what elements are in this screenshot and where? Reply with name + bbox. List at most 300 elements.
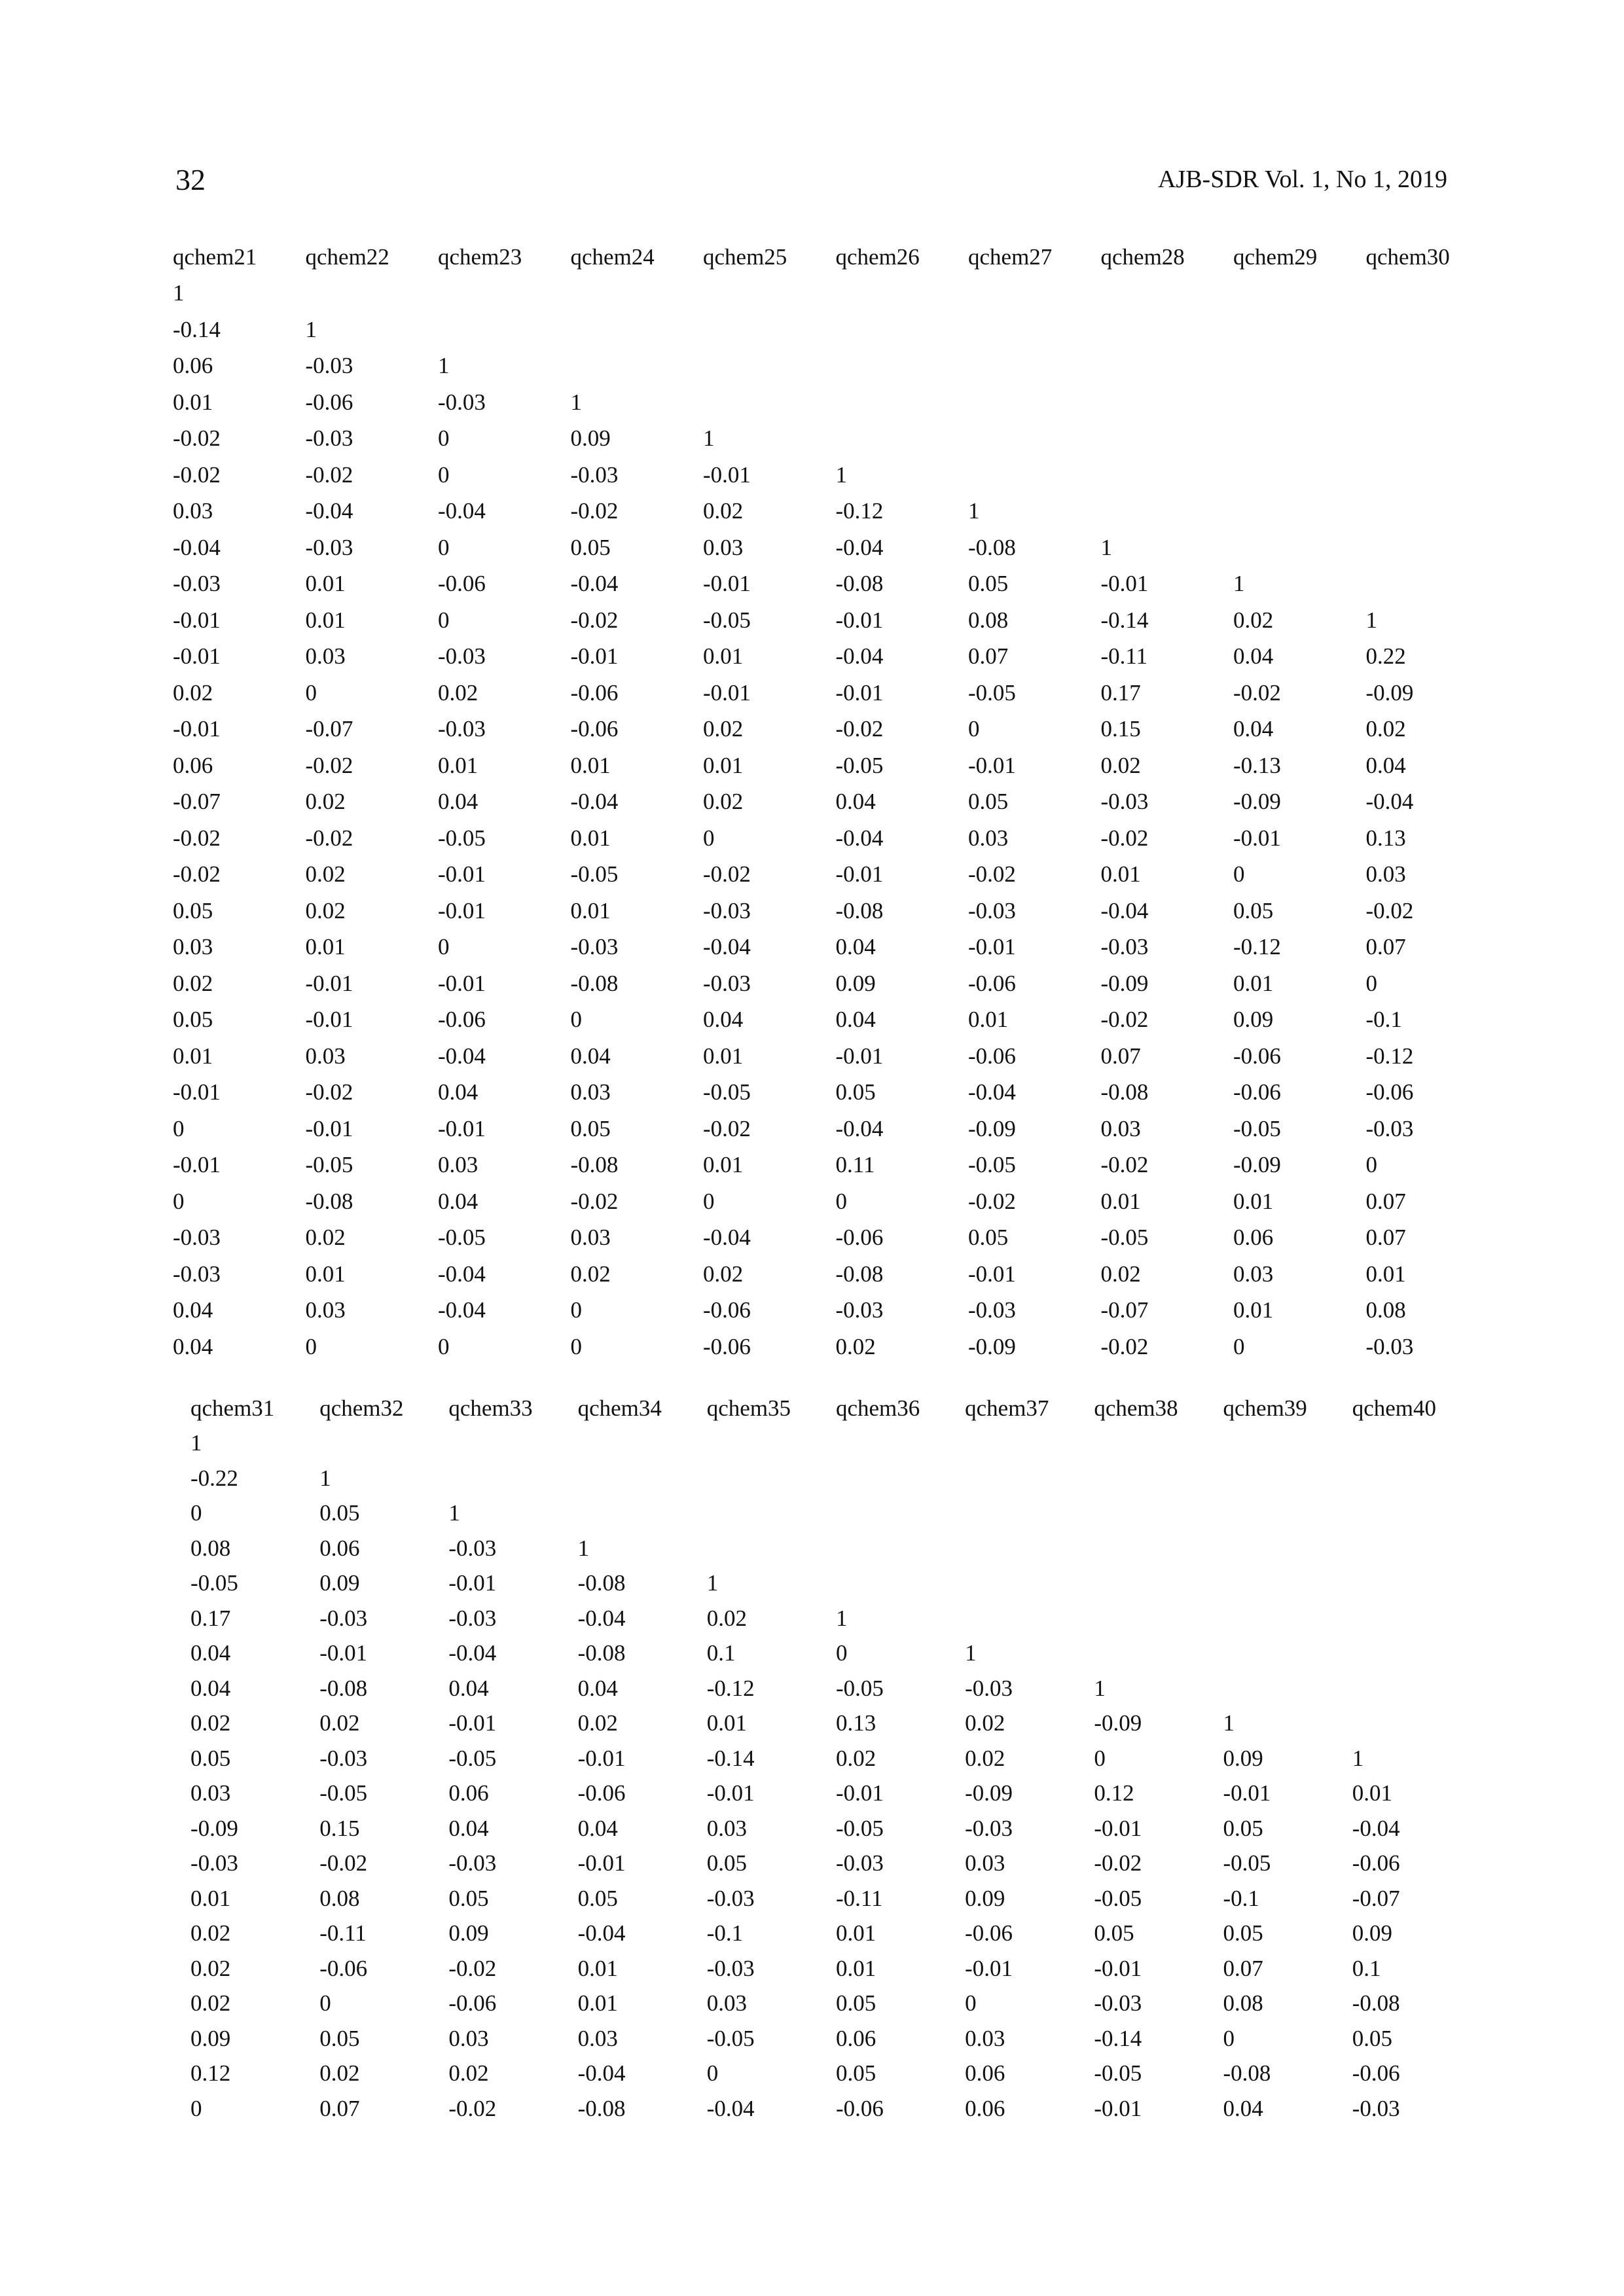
table-row — [173, 929, 1498, 966]
table-cell: -0.01 — [305, 970, 353, 996]
table-cell: -0.11 — [835, 1885, 883, 1911]
table-cell — [707, 1426, 836, 1462]
table-cell: 0.01 — [1233, 970, 1274, 996]
table-cell: 0.02 — [190, 1955, 231, 1981]
table-row — [190, 1426, 1481, 1462]
table-cell: -0.09 — [968, 1333, 1016, 1359]
table-cell: 0.09 — [1223, 1745, 1263, 1771]
table-cell: -0.04 — [1100, 897, 1149, 924]
table-cell: -0.03 — [703, 970, 751, 996]
table-cell: -0.05 — [835, 1815, 884, 1841]
table-cell: -0.05 — [1233, 1115, 1281, 1141]
table-cell: 0.01 — [703, 1152, 744, 1178]
table-row — [173, 675, 1498, 711]
table-row — [190, 1636, 1481, 1672]
table-cell: -0.1 — [706, 1920, 744, 1946]
table-cell: -0.03 — [305, 353, 353, 379]
table-cell: 0.07 — [1365, 1225, 1406, 1251]
table-cell — [319, 1426, 448, 1462]
table-cell: -0.03 — [835, 1297, 884, 1323]
table-cell: -0.02 — [305, 752, 353, 778]
table-cell — [448, 1426, 577, 1462]
table-cell: 0.05 — [968, 571, 1009, 597]
table-cell: 0 — [190, 1500, 202, 1526]
table-cell: -0.01 — [305, 1115, 353, 1141]
table-cell — [836, 1531, 965, 1566]
table-cell: 0.01 — [173, 389, 213, 415]
column-header: qchem36 — [835, 1395, 920, 1421]
table-cell — [965, 1531, 1094, 1566]
table-cell: -0.02 — [173, 425, 221, 452]
table-cell: 0.02 — [577, 1710, 618, 1736]
table-cell: -0.08 — [305, 1188, 353, 1214]
table-cell — [1223, 1566, 1352, 1602]
table-cell: -0.11 — [319, 1920, 367, 1946]
table-cell: 0.02 — [319, 2060, 360, 2087]
table-cell: -0.01 — [968, 1261, 1016, 1287]
table-cell: 0.17 — [190, 1605, 231, 1631]
table-cell — [968, 312, 1101, 348]
table-cell — [448, 1461, 577, 1496]
table-cell: -0.05 — [448, 1745, 497, 1771]
table-cell — [1101, 384, 1234, 421]
table-cell — [1223, 1636, 1352, 1672]
table-cell: -0.03 — [448, 1535, 497, 1561]
table-cell: 0.02 — [706, 1605, 747, 1631]
table-cell: -0.01 — [438, 970, 486, 996]
table-cell — [1366, 493, 1499, 530]
table-cell: 0.04 — [835, 934, 876, 960]
table-cell: 0.01 — [703, 643, 744, 670]
table-cell: -0.02 — [448, 1955, 497, 1981]
table-cell: -0.03 — [305, 534, 353, 560]
table-cell — [836, 348, 969, 385]
column-header: qchem32 — [319, 1395, 404, 1421]
table-row — [173, 893, 1498, 929]
table-cell: 0.17 — [1100, 679, 1141, 706]
table-cell: 0.03 — [173, 498, 213, 524]
table-cell: 0.03 — [1233, 1261, 1274, 1287]
table-cell: -0.03 — [190, 1850, 238, 1876]
table-cell: 0.09 — [448, 1920, 489, 1946]
table-cell: 0.04 — [835, 1007, 876, 1033]
table-cell: -0.04 — [577, 1920, 626, 1946]
table-cell: -0.02 — [305, 825, 353, 851]
table-cell — [968, 384, 1101, 421]
table-cell: -0.04 — [835, 825, 884, 851]
table-cell: 0 — [706, 2060, 719, 2087]
table-cell: -0.01 — [305, 1007, 353, 1033]
table-cell: 0.07 — [968, 643, 1009, 670]
table-cell: -0.04 — [438, 1297, 486, 1323]
table-cell: -0.03 — [319, 1745, 368, 1771]
table-cell: -0.14 — [173, 316, 221, 342]
table-row — [190, 2091, 1481, 2126]
table-cell: -0.01 — [448, 1710, 497, 1736]
table-row — [173, 784, 1498, 821]
table-cell: 0.06 — [173, 752, 213, 778]
table-cell: -0.03 — [570, 934, 619, 960]
table-cell: 1 — [706, 1570, 719, 1596]
table-cell: -0.04 — [1352, 1815, 1400, 1841]
table-cell: 0.01 — [968, 1007, 1009, 1033]
table-cell: 0.05 — [1233, 897, 1274, 924]
table-cell: -0.02 — [1233, 679, 1281, 706]
table-cell: -0.05 — [703, 607, 751, 633]
table-cell — [703, 384, 836, 421]
table-cell: 0.02 — [703, 498, 744, 524]
table-cell: -0.1 — [1223, 1885, 1259, 1911]
table-cell: 1 — [190, 1430, 202, 1456]
table-cell — [1352, 1461, 1481, 1496]
table-cell: -0.03 — [305, 425, 353, 452]
table-cell: 0.01 — [1100, 1188, 1141, 1214]
table-cell: 0.04 — [1223, 2095, 1263, 2121]
table-cell: -0.06 — [968, 1043, 1016, 1069]
table-cell — [1352, 1566, 1481, 1602]
table-cell — [1233, 312, 1366, 348]
table-cell — [578, 1496, 707, 1532]
table-cell: 0.01 — [570, 897, 611, 924]
table-cell: 0.03 — [173, 934, 213, 960]
table-cell: -0.02 — [1100, 1152, 1149, 1178]
table-cell: -0.09 — [190, 1815, 238, 1841]
table-cell: 1 — [968, 498, 980, 524]
table-cell: 0.02 — [190, 1920, 231, 1946]
column-header: qchem30 — [1365, 243, 1450, 270]
table-cell: 0.08 — [968, 607, 1009, 633]
table-cell — [578, 1426, 707, 1462]
table-cell: -0.03 — [965, 1675, 1013, 1701]
table-cell — [1094, 1601, 1223, 1636]
table-cell: -0.03 — [1100, 789, 1149, 815]
table-cell: 0 — [438, 607, 450, 633]
table-cell: -0.04 — [448, 1640, 497, 1666]
table-cell: 0.1 — [1352, 1955, 1381, 1981]
table-cell: -0.06 — [1365, 1079, 1414, 1105]
table-cell: 0.03 — [703, 534, 744, 560]
table-cell: 0.03 — [706, 1815, 747, 1841]
table-cell: 0.03 — [968, 825, 1009, 851]
table-cell: 0.02 — [190, 1990, 231, 2017]
table-row — [190, 1671, 1481, 1706]
table-cell: 1 — [173, 280, 185, 306]
table-cell — [1094, 1636, 1223, 1672]
table-cell: -0.04 — [173, 534, 221, 560]
table-cell — [1223, 1601, 1352, 1636]
table-row — [190, 1916, 1481, 1952]
table-cell: -0.03 — [438, 389, 486, 415]
table-cell: 0.02 — [703, 789, 744, 815]
table-cell: -0.03 — [703, 897, 751, 924]
table-cell: 0.13 — [1365, 825, 1406, 851]
table-cell: -0.06 — [968, 970, 1016, 996]
table-cell: 0.15 — [1100, 716, 1141, 742]
column-header: qchem40 — [1352, 1395, 1436, 1421]
table-cell: -0.01 — [1094, 1955, 1142, 1981]
table-cell: -0.22 — [190, 1465, 238, 1491]
table-cell: -0.02 — [173, 825, 221, 851]
table-cell: -0.02 — [570, 498, 619, 524]
table-cell: 1 — [703, 425, 715, 452]
column-header: qchem25 — [703, 243, 787, 270]
table-cell: -0.08 — [1352, 1990, 1400, 2017]
table-row — [190, 1601, 1481, 1636]
table-cell — [1101, 312, 1234, 348]
table-cell: -0.05 — [305, 1152, 353, 1178]
table-cell — [1233, 493, 1366, 530]
table-cell: 0.04 — [173, 1333, 213, 1359]
table-cell: -0.04 — [835, 534, 884, 560]
table-cell: -0.03 — [319, 1605, 368, 1631]
table-cell: 0.02 — [305, 897, 346, 924]
table-cell: 0.04 — [1233, 643, 1274, 670]
table-cell: -0.03 — [968, 897, 1016, 924]
table-cell — [836, 1566, 965, 1602]
table-cell — [578, 1461, 707, 1496]
table-cell: 0.03 — [706, 1990, 747, 2017]
table-cell: 0 — [968, 716, 980, 742]
table-cell: 0.05 — [835, 2060, 876, 2087]
table-cell: 0 — [438, 1333, 450, 1359]
table-cell: -0.05 — [835, 752, 884, 778]
table-cell: 1 — [965, 1640, 977, 1666]
journal-reference: AJB-SDR Vol. 1, No 1, 2019 — [1157, 166, 1447, 193]
table-cell: 0.08 — [1223, 1990, 1263, 2017]
table-cell: -0.08 — [577, 1570, 626, 1596]
table-cell: -0.09 — [965, 1780, 1013, 1806]
table-cell: 0.01 — [835, 1920, 876, 1946]
table-row — [173, 276, 1498, 312]
table-cell — [965, 1566, 1094, 1602]
table-cell: 0.04 — [570, 1043, 611, 1069]
table-cell: -0.06 — [703, 1333, 751, 1359]
table-cell: 0.05 — [570, 1115, 611, 1141]
table-cell: -0.11 — [1100, 643, 1148, 670]
table-cell: 0.03 — [305, 1043, 346, 1069]
table-cell: -0.06 — [1233, 1043, 1281, 1069]
table-row — [173, 639, 1498, 675]
column-header: qchem27 — [968, 243, 1053, 270]
table-cell: -0.02 — [968, 861, 1016, 888]
table-cell: -0.08 — [1223, 2060, 1271, 2087]
table-cell: 0.01 — [173, 1043, 213, 1069]
table-cell: 0.09 — [1233, 1007, 1274, 1033]
table-cell: -0.01 — [1094, 1815, 1142, 1841]
table-cell: 0.01 — [305, 1261, 346, 1287]
table-cell: -0.03 — [570, 461, 619, 488]
table-cell: 0 — [438, 425, 450, 452]
column-header: qchem34 — [577, 1395, 662, 1421]
table-cell: -0.08 — [835, 571, 884, 597]
table-cell: 1 — [1352, 1745, 1364, 1771]
table-row — [173, 747, 1498, 784]
table-cell: 0.05 — [173, 897, 213, 924]
table-cell: -0.01 — [173, 1152, 221, 1178]
table-cell: -0.01 — [1094, 2095, 1142, 2121]
table-cell: 1 — [319, 1465, 331, 1491]
table-cell: 0.12 — [190, 2060, 231, 2087]
table-cell: 0.01 — [706, 1710, 747, 1736]
table-cell: -0.04 — [305, 498, 353, 524]
table-cell: -0.02 — [305, 461, 353, 488]
table-row — [173, 1075, 1498, 1111]
table-cell: 0.06 — [835, 2025, 876, 2051]
page-number: 32 — [175, 163, 206, 196]
table-cell: 0.01 — [1100, 861, 1141, 888]
table-cell — [836, 312, 969, 348]
table-cell: -0.04 — [438, 498, 486, 524]
table-cell: -0.07 — [1352, 1885, 1400, 1911]
table-cell: 0.03 — [448, 2025, 489, 2051]
table-cell: 0.05 — [835, 1079, 876, 1105]
table-row — [173, 566, 1498, 603]
table-cell: -0.02 — [319, 1850, 368, 1876]
table-cell: -0.01 — [577, 1850, 626, 1876]
table-cell: -0.03 — [1352, 2095, 1400, 2121]
table-cell — [1352, 1636, 1481, 1672]
table-cell: -0.01 — [703, 679, 751, 706]
table-cell: -0.04 — [835, 1115, 884, 1141]
table-row — [173, 1256, 1498, 1293]
table-cell: -0.02 — [1365, 897, 1414, 924]
table-cell: 0.05 — [1352, 2025, 1392, 2051]
table-cell: 0.02 — [1365, 716, 1406, 742]
table-cell: -0.02 — [968, 1188, 1016, 1214]
table-cell: -0.04 — [438, 1043, 486, 1069]
table-cell: -0.03 — [173, 1225, 221, 1251]
table-cell: 0.1 — [706, 1640, 736, 1666]
table-cell: 0 — [965, 1990, 977, 2017]
table-cell: -0.01 — [319, 1640, 368, 1666]
table-cell: 0.05 — [706, 1850, 747, 1876]
table-cell: 0.03 — [570, 1079, 611, 1105]
table-row — [190, 1951, 1481, 1986]
table-cell: 0.02 — [703, 1261, 744, 1287]
table-cell: 0.01 — [438, 752, 478, 778]
table-cell: 0 — [703, 825, 715, 851]
table-row — [190, 1496, 1481, 1532]
table-cell: 0.04 — [577, 1815, 618, 1841]
table-cell — [968, 421, 1101, 457]
table-cell: -0.04 — [570, 789, 619, 815]
table-row — [190, 1776, 1481, 1812]
table-cell: -0.03 — [438, 716, 486, 742]
table-cell: -0.01 — [703, 461, 751, 488]
table-row — [173, 457, 1498, 493]
table-cell: 0.02 — [965, 1745, 1005, 1771]
table-cell: -0.04 — [703, 1225, 751, 1251]
table-cell: 0.08 — [1365, 1297, 1406, 1323]
table-cell: 0.03 — [1365, 861, 1406, 888]
table-cell: -0.02 — [1100, 1007, 1149, 1033]
table-cell: -0.05 — [190, 1570, 238, 1596]
table-cell: -0.01 — [570, 643, 619, 670]
table-cell — [1366, 276, 1499, 312]
column-header: qchem33 — [448, 1395, 533, 1421]
table-cell: 0 — [305, 679, 317, 706]
table-row — [173, 1293, 1498, 1329]
table-cell: 0.02 — [305, 861, 346, 888]
table-cell: -0.01 — [438, 897, 486, 924]
table-cell: 0.02 — [173, 679, 213, 706]
table-cell: 1 — [577, 1535, 590, 1561]
table-cell — [707, 1496, 836, 1532]
table-cell — [1352, 1531, 1481, 1566]
table-cell: -0.06 — [703, 1297, 751, 1323]
table-cell: -0.06 — [305, 389, 353, 415]
table-cell: -0.01 — [173, 716, 221, 742]
table-cell: -0.14 — [706, 1745, 755, 1771]
table-row — [190, 2021, 1481, 2056]
table-cell — [1101, 421, 1234, 457]
table-cell — [836, 1426, 965, 1462]
table-cell: 0.03 — [438, 1152, 478, 1178]
table-cell — [836, 1461, 965, 1496]
table-cell: 0.07 — [1223, 1955, 1263, 1981]
table-cell — [1366, 421, 1499, 457]
table-cell: 0.15 — [319, 1815, 360, 1841]
table-row — [190, 1566, 1481, 1602]
table-cell: -0.03 — [173, 1261, 221, 1287]
table-cell — [1101, 457, 1234, 493]
table-cell: 0.03 — [305, 1297, 346, 1323]
table-cell: 1 — [835, 1605, 848, 1631]
table-cell: 0 — [1094, 1745, 1106, 1771]
table-cell: -0.03 — [706, 1955, 755, 1981]
table-cell: -0.02 — [570, 1188, 619, 1214]
table-cell — [1223, 1531, 1352, 1566]
table-cell: 0.04 — [577, 1675, 618, 1701]
table-cell: 1 — [305, 316, 317, 342]
table-cell: 0.01 — [577, 1955, 618, 1981]
table-cell: 0.01 — [190, 1885, 231, 1911]
table-cell: -0.09 — [1233, 789, 1281, 815]
table-cell: -0.01 — [1233, 825, 1281, 851]
table-cell: 0.02 — [835, 1745, 876, 1771]
table-cell — [1094, 1496, 1223, 1532]
table-cell — [1366, 457, 1499, 493]
table-row — [173, 711, 1498, 748]
table-cell — [1223, 1671, 1352, 1706]
table-cell: 0.12 — [1094, 1780, 1134, 1806]
table-cell — [1223, 1496, 1352, 1532]
table-cell — [968, 276, 1101, 312]
table-cell: 0.11 — [835, 1152, 875, 1178]
table-row — [173, 1038, 1498, 1075]
table-cell: 0.08 — [319, 1885, 360, 1911]
table-row — [190, 2056, 1481, 2092]
table-cell: 0 — [438, 934, 450, 960]
table-cell: 0 — [835, 1188, 847, 1214]
table-cell — [1233, 457, 1366, 493]
table-cell: -0.08 — [835, 897, 884, 924]
table-cell — [1101, 493, 1234, 530]
table-cell — [1352, 1671, 1481, 1706]
table-cell: 0.03 — [965, 2025, 1005, 2051]
table-cell: 1 — [1365, 607, 1377, 633]
table-cell: -0.05 — [968, 1152, 1016, 1178]
table-header-row — [173, 239, 1498, 276]
table-row — [173, 493, 1498, 530]
table-cell: 0 — [173, 1188, 185, 1214]
table-cell: 0 — [703, 1188, 715, 1214]
table-cell: 0.02 — [1233, 607, 1274, 633]
column-header: qchem39 — [1223, 1395, 1307, 1421]
table-cell: 0.06 — [173, 353, 213, 379]
correlation-table-qchem31-40 — [190, 1391, 1481, 2126]
table-cell: 0.02 — [438, 679, 478, 706]
